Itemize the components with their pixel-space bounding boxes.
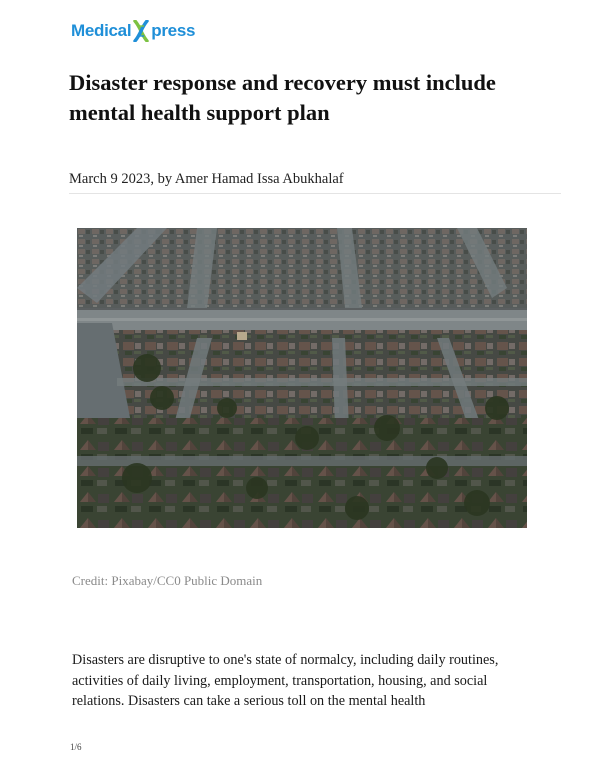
- site-logo[interactable]: [71, 18, 195, 44]
- article-body: Disasters are disruptive to one's state of normalcy, including daily routines, activities of daily living, employment, transportation, housing, and social relations. Disasters can take a serious toll on the mental health: [72, 652, 499, 709]
- header-divider: [69, 193, 561, 194]
- article-title: Disaster response and recovery must include mental health support plan: [69, 70, 496, 125]
- logo-text-press: press: [151, 21, 196, 40]
- aerial-flood-photo: [77, 228, 527, 528]
- article-byline: March 9 2023, by Amer Hamad Issa Abukhalaf: [69, 171, 344, 187]
- logo-text-medical: Medical: [71, 21, 132, 40]
- article-image: [77, 228, 527, 528]
- image-caption: Credit: Pixabay/CC0 Public Domain: [72, 573, 263, 588]
- dna-x-icon: [132, 20, 150, 42]
- page-number: 1/6: [70, 742, 82, 752]
